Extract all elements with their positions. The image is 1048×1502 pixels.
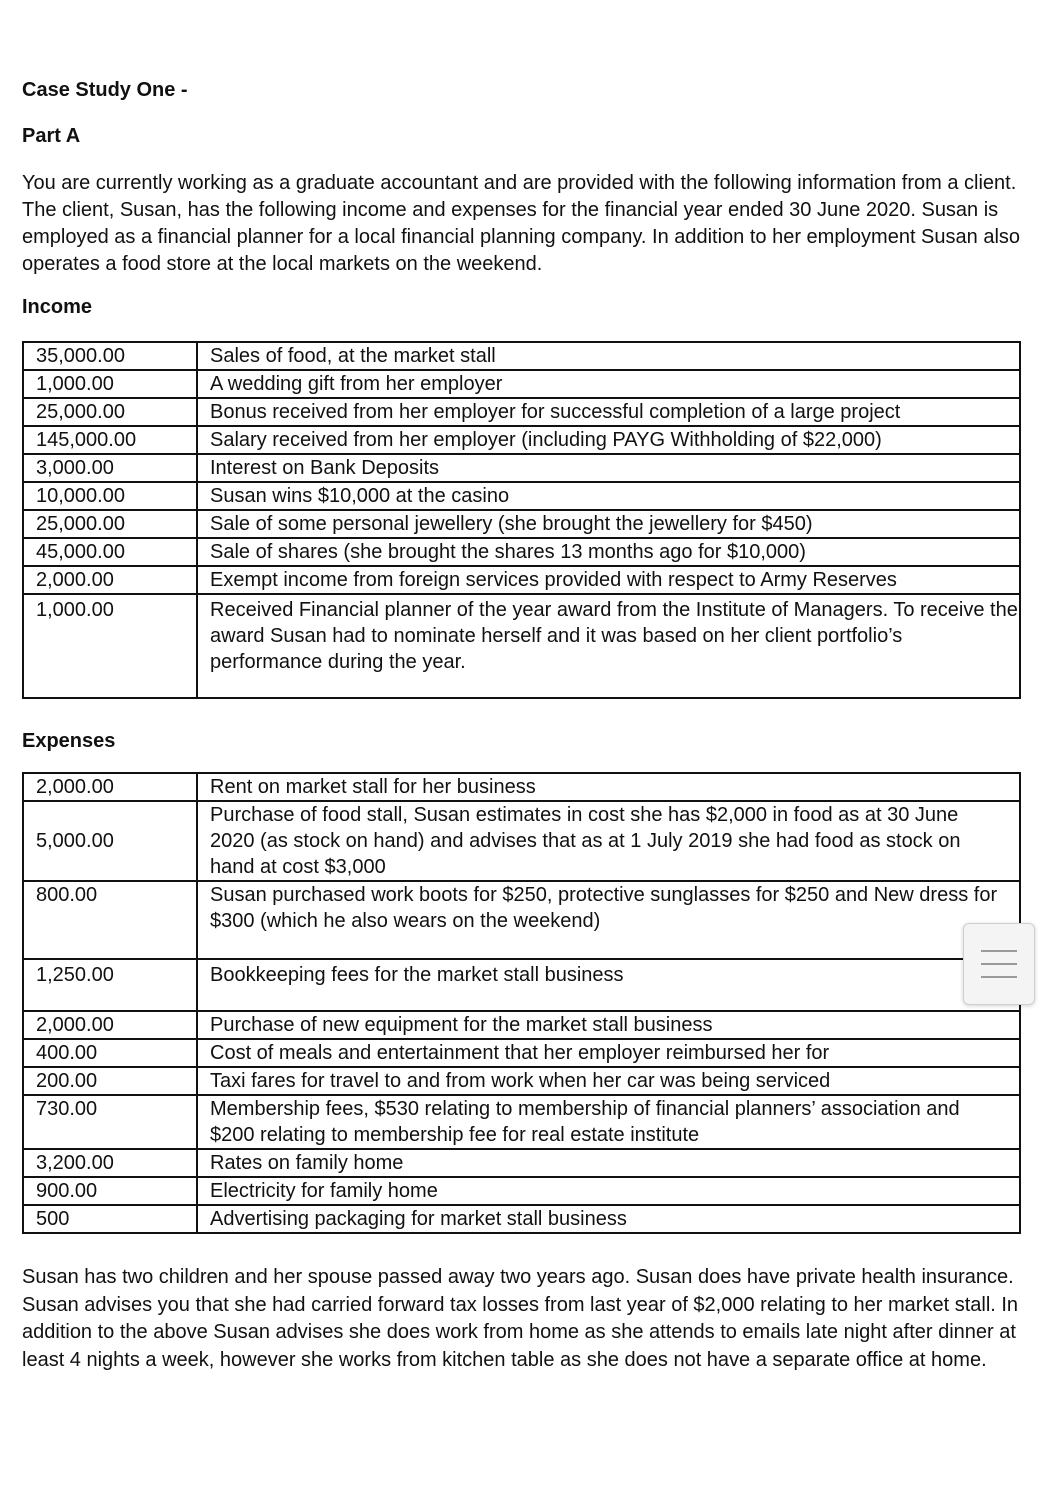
table-row	[23, 370, 1020, 398]
hamburger-menu-icon[interactable]	[963, 923, 1035, 1005]
description-cell: Susan wins $10,000 at the casino	[197, 482, 1020, 510]
amount-cell: 10,000.00	[23, 482, 197, 510]
amount-cell: 1,000.00	[23, 370, 197, 398]
description-cell: Purchase of new equipment for the market stall business	[197, 1011, 1020, 1039]
menu-bar	[981, 950, 1017, 952]
description-cell: Interest on Bank Deposits	[197, 454, 1020, 482]
amount-cell: 500	[23, 1205, 197, 1233]
table-row	[23, 594, 1020, 698]
table-row	[23, 538, 1020, 566]
amount-cell: 3,000.00	[23, 454, 197, 482]
table-row	[23, 482, 1020, 510]
description-cell: Received Financial planner of the year award from the Institute of Managers. To receive the award Susan had to nominate herself and it was based on her client portfolio’s performance during the year.	[197, 594, 1020, 698]
table-row	[23, 1095, 1020, 1149]
table-row	[23, 426, 1020, 454]
amount-cell: 25,000.00	[23, 510, 197, 538]
amount-cell: 2,000.00	[23, 566, 197, 594]
description-cell: Sale of shares (she brought the shares 13 months ago for $10,000)	[197, 538, 1020, 566]
amount-cell: 900.00	[23, 1177, 197, 1205]
table-row	[23, 510, 1020, 538]
table-row	[23, 342, 1020, 370]
amount-cell: 400.00	[23, 1039, 197, 1067]
expenses-heading: Expenses	[22, 730, 116, 752]
closing-paragraph: Susan has two children and her spouse passed away two years ago. Susan does have private health insurance. Susan advises you that she had carried forward tax losses from last year of $2,000 relating to her market stall. In addition to the above Susan advises she does work from home as she attends to emails late night after dinner at least 4 nights a week, however she works from kitchen table as she does not have a separate office at home.	[22, 1266, 1019, 1371]
amount-cell: 200.00	[23, 1067, 197, 1095]
table-row	[23, 454, 1020, 482]
description-cell: A wedding gift from her employer	[197, 370, 1020, 398]
description-cell: Rates on family home	[197, 1149, 1020, 1177]
description-cell: Bonus received from her employer for successful completion of a large project	[197, 398, 1020, 426]
description-cell: Sale of some personal jewellery (she brought the jewellery for $450)	[197, 510, 1020, 538]
part-heading: Part A	[22, 125, 81, 147]
amount-cell: 800.00	[23, 881, 197, 959]
amount-cell: 45,000.00	[23, 538, 197, 566]
case-study-title: Case Study One -	[22, 79, 188, 101]
amount-cell: 145,000.00	[23, 426, 197, 454]
description-cell: Sales of food, at the market stall	[197, 342, 1020, 370]
description-cell: Rent on market stall for her business	[197, 773, 1020, 801]
table-row	[23, 959, 1020, 1011]
amount-cell: 1,250.00	[23, 959, 197, 1011]
description-cell: Purchase of food stall, Susan estimates in cost she has $2,000 in food as at 30 June 2020 (as stock on hand) and advises that as at 1 July 2019 she had food as stock on hand at cost $3,000	[197, 801, 1020, 881]
table-row	[23, 398, 1020, 426]
description-cell: Electricity for family home	[197, 1177, 1020, 1205]
amount-cell: 1,000.00	[23, 594, 197, 698]
amount-cell: 5,000.00	[23, 801, 197, 881]
table-row	[23, 1149, 1020, 1177]
expenses-table	[22, 772, 1021, 1234]
description-cell: Taxi fares for travel to and from work when her car was being serviced	[197, 1067, 1020, 1095]
description-cell: Salary received from her employer (including PAYG Withholding of $22,000)	[197, 426, 1020, 454]
income-table	[22, 341, 1021, 699]
amount-cell: 3,200.00	[23, 1149, 197, 1177]
description-cell: Exempt income from foreign services provided with respect to Army Reserves	[197, 566, 1020, 594]
amount-cell: 2,000.00	[23, 773, 197, 801]
description-cell: Membership fees, $530 relating to membership of financial planners’ association and $200 relating to membership fee for real estate institute	[197, 1095, 1020, 1149]
menu-bar	[981, 963, 1017, 965]
income-heading: Income	[22, 296, 93, 318]
table-row	[23, 773, 1020, 801]
table-row	[23, 1205, 1020, 1233]
description-cell: Cost of meals and entertainment that her employer reimbursed her for	[197, 1039, 1020, 1067]
description-cell: Bookkeeping fees for the market stall business	[197, 959, 1020, 1011]
menu-bar	[981, 976, 1017, 978]
intro-paragraph: You are currently working as a graduate accountant and are provided with the following information from a client. The client, Susan, has the following income and expenses for the financial year ended 30 June 2020. Susan is employed as a financial planner for a local financial planning company. In addition to her employment Susan also operates a food store at the local markets on the weekend.	[22, 172, 1021, 275]
description-cell: Susan purchased work boots for $250, protective sunglasses for $250 and New dress for $300 (which he also wears on the weekend)	[197, 881, 1020, 959]
table-row	[23, 1177, 1020, 1205]
table-row	[23, 881, 1020, 959]
table-row	[23, 1039, 1020, 1067]
amount-cell: 35,000.00	[23, 342, 197, 370]
table-row	[23, 1011, 1020, 1039]
amount-cell: 25,000.00	[23, 398, 197, 426]
table-row	[23, 1067, 1020, 1095]
amount-cell: 730.00	[23, 1095, 197, 1149]
table-row	[23, 801, 1020, 881]
table-row	[23, 566, 1020, 594]
amount-cell: 2,000.00	[23, 1011, 197, 1039]
description-cell: Advertising packaging for market stall business	[197, 1205, 1020, 1233]
